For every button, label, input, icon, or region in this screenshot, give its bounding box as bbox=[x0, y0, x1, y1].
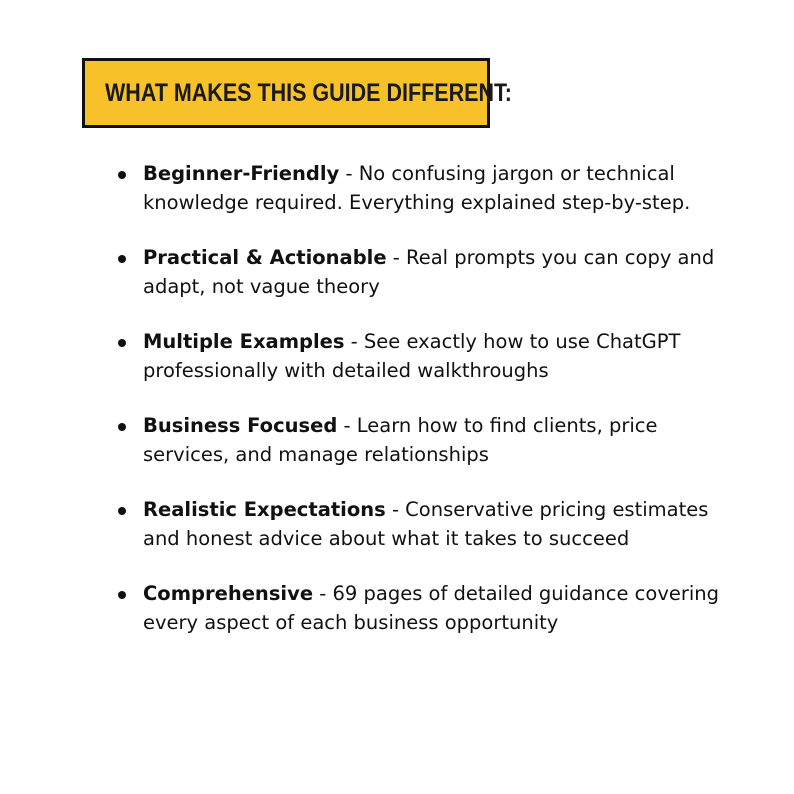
feature-item-practical-actionable bbox=[118, 244, 728, 301]
bullet-icon bbox=[118, 171, 126, 179]
feature-description: - No confusing jargon or technical knowledge required. Everything explained step-by-step. bbox=[143, 162, 691, 214]
feature-title: Beginner-Friendly bbox=[143, 162, 340, 185]
feature-description: - See exactly how to use ChatGPT professionally with detailed walkthroughs bbox=[143, 330, 681, 382]
bullet-icon bbox=[118, 423, 126, 431]
feature-description: - 69 pages of detailed guidance covering every aspect of each business opportunity bbox=[143, 582, 720, 634]
feature-description: - Conservative pricing estimates and honest advice about what it takes to succeed bbox=[143, 498, 709, 550]
feature-title: Realistic Expectations bbox=[143, 498, 386, 521]
feature-list bbox=[118, 160, 728, 664]
feature-item-multiple-examples bbox=[118, 328, 728, 385]
feature-title: Multiple Examples bbox=[143, 330, 345, 353]
feature-title: Business Focused bbox=[143, 414, 338, 437]
banner-title: WHAT MAKES THIS GUIDE DIFFERENT: bbox=[105, 78, 512, 107]
feature-description: - Real prompts you can copy and adapt, not vague theory bbox=[143, 246, 715, 298]
feature-title: Practical & Actionable bbox=[143, 246, 387, 269]
header-banner bbox=[82, 58, 512, 128]
feature-title: Comprehensive bbox=[143, 582, 314, 605]
feature-item-comprehensive bbox=[118, 580, 728, 637]
bullet-icon bbox=[118, 339, 126, 347]
feature-item-realistic-expectations bbox=[118, 496, 728, 553]
bullet-icon bbox=[118, 255, 126, 263]
bullet-icon bbox=[118, 591, 126, 599]
bullet-icon bbox=[118, 507, 126, 515]
feature-description: - Learn how to find clients, price services, and manage relationships bbox=[143, 414, 658, 466]
feature-item-business-focused bbox=[118, 412, 728, 469]
feature-item-beginner-friendly bbox=[118, 160, 728, 217]
